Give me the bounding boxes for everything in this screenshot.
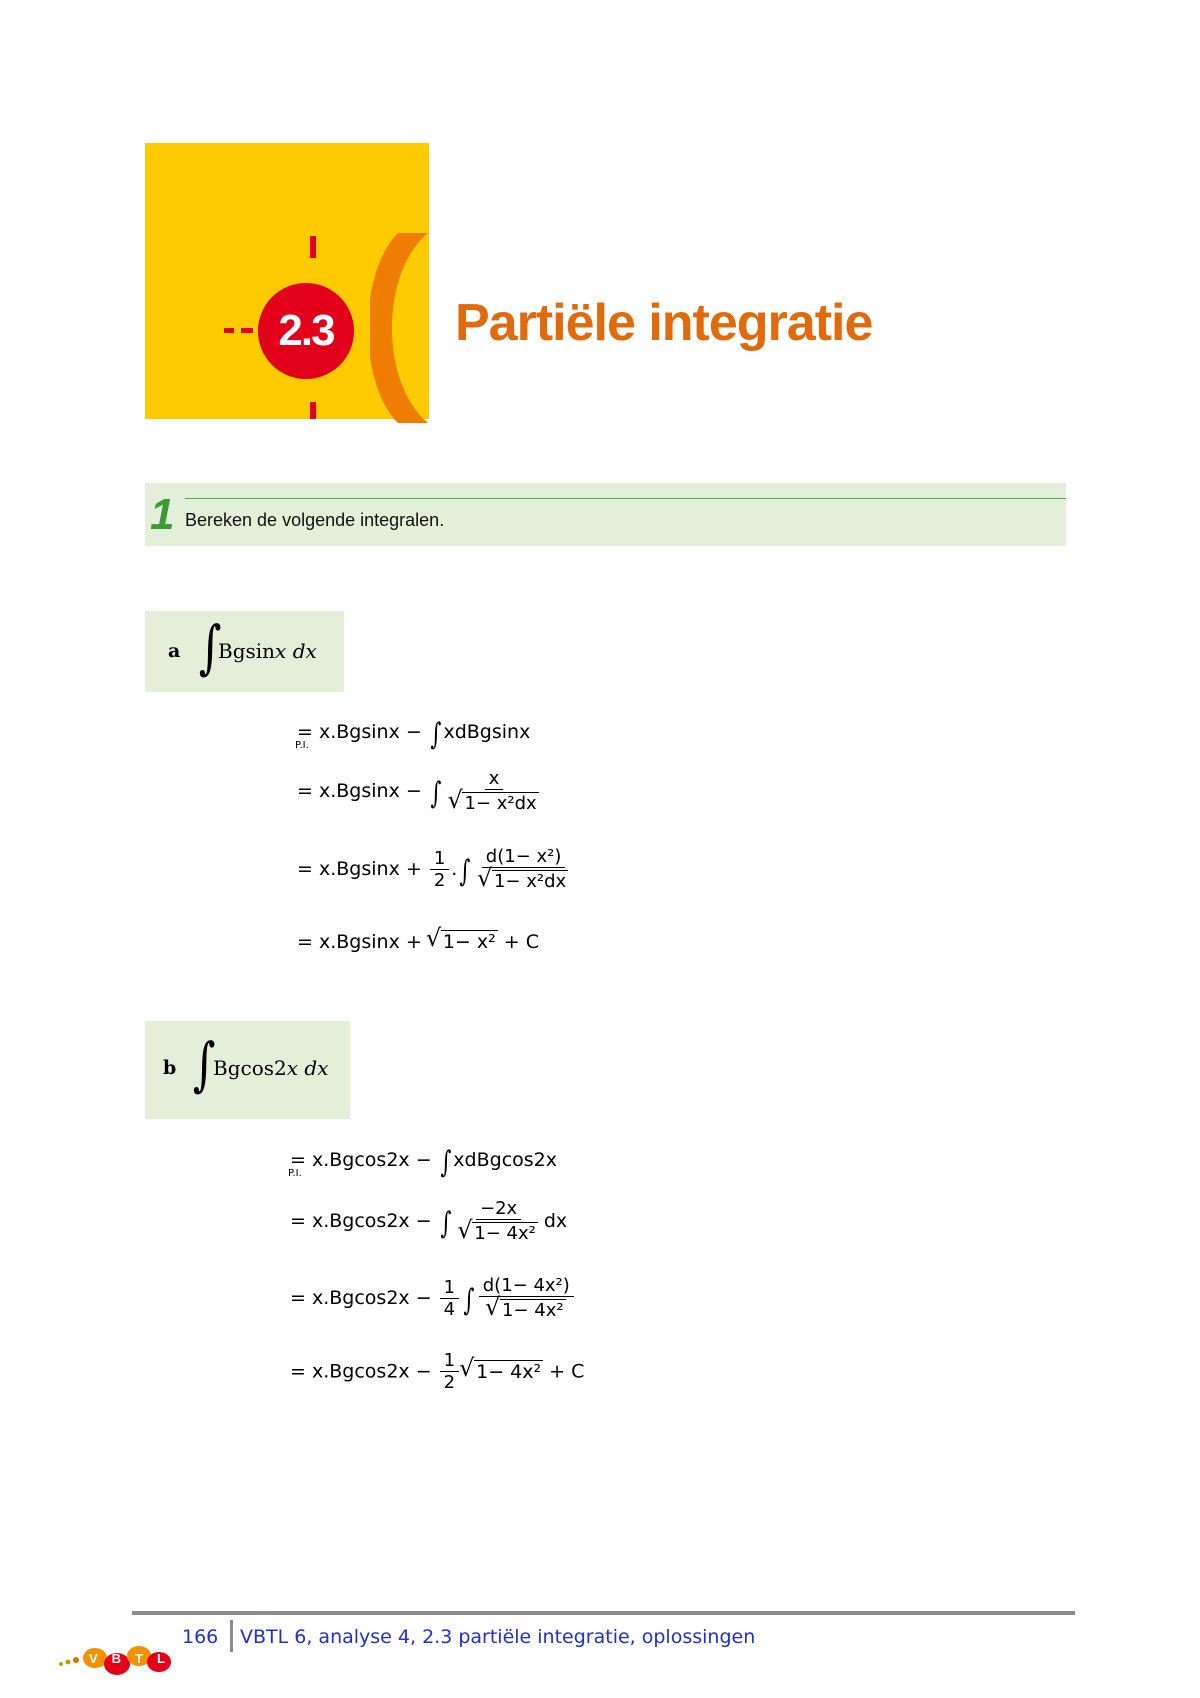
svg-text:VBTL: VBTL — [89, 1651, 165, 1666]
chapter-number: 2.3 — [278, 306, 334, 355]
solution-a-line-4: = x.Bgsinx + √ 1− x² + C — [297, 930, 539, 952]
integral-sign: ∫ — [440, 1145, 451, 1180]
chapter-number-badge — [258, 283, 354, 379]
question-expression: Bgsinx dx — [218, 639, 317, 663]
footer-separator — [230, 1620, 233, 1652]
footer-rule — [132, 1611, 1075, 1615]
integral-sign: ∫ — [430, 717, 442, 752]
question-b-box — [145, 1021, 350, 1119]
solution-a-line-2: = x.Bgsinx − ∫ x √ 1− x²dx — [297, 770, 545, 813]
crosshair-top — [310, 236, 316, 258]
solution-b-line-1: = P.I. x.Bgcos2x − ∫ xdBgcos2x — [288, 1145, 557, 1180]
crosshair-bottom — [310, 402, 316, 419]
integral-sign: ∫ — [440, 1206, 451, 1241]
integral-sign: ∫ — [430, 776, 442, 811]
vbtl-logo — [55, 1636, 175, 1686]
crosshair-left-1 — [224, 328, 234, 333]
question-letter: a — [168, 640, 181, 662]
question-letter: b — [163, 1057, 177, 1079]
solution-b-line-4: = x.Bgcos2x − $\frac{1}{2}$ √ 1− 4x² + C — [290, 1352, 584, 1392]
integral-sign: ∫ — [459, 854, 471, 889]
crosshair-left-2 — [241, 328, 253, 333]
question-expression: Bgcos2x dx — [213, 1056, 329, 1080]
exercise-rule — [185, 498, 1066, 499]
chapter-title: Partiële integratie — [455, 294, 873, 352]
integral-sign: ∫ — [463, 1283, 475, 1318]
page-number: 166 — [182, 1626, 219, 1648]
integral-sign: ∫ — [192, 1030, 216, 1098]
solution-b-line-3: = x.Bgcos2x − $\frac{1}{4}$ ∫ d(1− 4x²) √ 1− 4x² — [290, 1277, 576, 1320]
footer-text: VBTL 6, analyse 4, 2.3 partiële integratie, oplossingen — [240, 1626, 756, 1648]
integral-sign: ∫ — [198, 613, 222, 681]
exercise-number: 1 — [150, 490, 175, 539]
question-a-box — [145, 611, 344, 692]
exercise-instruction: Bereken de volgende integralen. — [185, 510, 445, 530]
solution-b-line-2: = x.Bgcos2x − ∫ −2x √ 1− 4x² dx — [290, 1200, 567, 1243]
solution-a-line-1: = P.I. x.Bgsinx − ∫ xdBgsinx — [295, 717, 531, 752]
solution-a-line-3: = x.Bgsinx + $\frac{1}{2}$ .∫ d(1− x²) √ 1− x²dx — [297, 848, 574, 891]
